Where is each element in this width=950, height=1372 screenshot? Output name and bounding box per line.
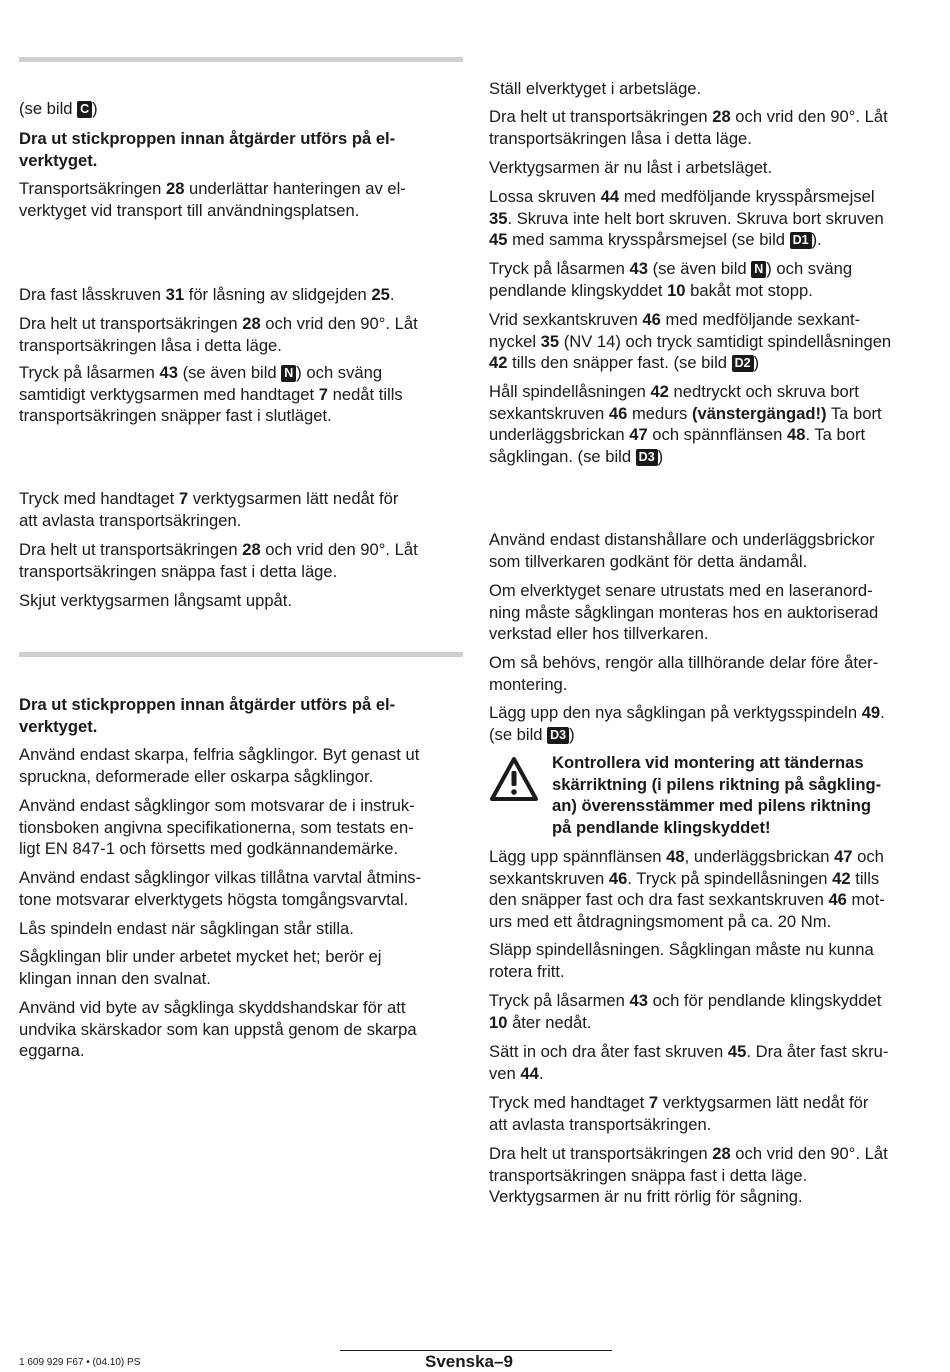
text-run: och vrid den 90°. Låt transportsäkringen snäppa fast i detta läge. Verktygsarmen är nu fritt rörlig för sågning. (489, 1144, 888, 1207)
reference-number: 28 (712, 107, 731, 126)
warning-triangle-icon (489, 756, 539, 802)
text-run: Dra helt ut transportsäkringen (19, 540, 243, 559)
right_column-paragraph (489, 186, 933, 251)
text-run: Tryck på låsarmen (489, 991, 630, 1010)
text-run: ) (753, 353, 760, 373)
text-run: . Tryck på spindellåsningen (627, 868, 833, 888)
right_column-paragraph (489, 1092, 933, 1135)
right_column-paragraph (489, 1143, 933, 1208)
text-run: Lägg upp spännflänsen (489, 847, 667, 866)
left_column-paragraph (19, 694, 463, 737)
reference-number: 45 (727, 1042, 747, 1061)
reference-number: (vänstergängad!) (691, 403, 827, 423)
right_column-paragraph (489, 652, 933, 695)
left_column-paragraph (19, 997, 463, 1062)
right_column-paragraph (489, 580, 933, 645)
right_column-paragraph (489, 381, 933, 467)
reference-number: 47 (629, 425, 648, 445)
text-run: Ställ elverktyget i arbetsläge. (489, 79, 702, 98)
reference-number: 35 (540, 331, 560, 351)
text-run: . (se bild (489, 703, 885, 744)
text-run: åter nedåt. (507, 1012, 592, 1032)
reference-number: 31 (165, 285, 185, 304)
text-run: ) och sväng samtidigt verktygsarmen med handtaget (19, 363, 383, 404)
text-run: ) och sväng pendlande klingskyddet (489, 259, 853, 300)
figure-ref-badge: D2 (732, 355, 754, 372)
right_column-paragraph (489, 258, 933, 301)
reference-number: 43 (159, 363, 178, 382)
text-run: Lås spindeln endast när sågklingan står stilla. (19, 919, 354, 938)
left_column-paragraph (19, 539, 463, 582)
reference-number: 46 (608, 868, 628, 888)
left_column-paragraph (19, 313, 463, 356)
text-run: ). (811, 230, 822, 250)
reference-number: 28 (242, 540, 261, 559)
reference-number: 7 (318, 384, 328, 404)
warning-text: Kontrollera vid montering att tändernas skärriktning (i pilens riktning på sågkling- an) överensstämmer med pilens riktning på pendlande klingskyddet! (552, 753, 882, 837)
text-run: (se bild (19, 99, 78, 118)
text-run: Tryck med handtaget (489, 1093, 649, 1112)
reference-number: 49 (861, 703, 881, 722)
left_column-paragraph (19, 744, 463, 787)
text-run: och sexkantskruven (489, 847, 884, 888)
text-run: Om elverktyget senare utrustats med en laseranord- ning måste sågklingan monteras hos en auktoriserad verkstad eller hos tillverkaren. (489, 581, 879, 644)
figure-ref-badge: N (281, 365, 296, 382)
text-run: Dra helt ut transportsäkringen (19, 314, 243, 333)
right_column-paragraph (489, 106, 933, 149)
text-run: (NV 14) och tryck samtidigt spindellåsningen (563, 331, 892, 351)
text-run: Tryck på låsarmen (19, 363, 160, 382)
reference-number: 28 (242, 314, 261, 333)
reference-number: 46 (828, 890, 847, 910)
footer-page-number: Svenska–9 (425, 1352, 513, 1371)
text-run: . Ta bort sågklingan. (se bild (489, 425, 866, 466)
text-run: Tryck på låsarmen (489, 259, 630, 278)
left_column-paragraph (19, 178, 463, 221)
left_column-paragraph (19, 128, 463, 171)
text-run: verktygsarmen lätt nedåt för att avlasta transportsäkringen. (19, 489, 399, 530)
text-run: Ta bort underläggsbrickan (489, 403, 882, 445)
text-run: ) (569, 724, 575, 744)
text-run: och vrid den 90°. Låt transportsäkringen snäppa fast i detta läge. (19, 540, 418, 581)
reference-number: 46 (608, 403, 628, 423)
text-run: bakåt mot stopp. (685, 280, 813, 300)
right_column-paragraph (489, 529, 933, 572)
text-run: , underläggsbrickan (684, 847, 835, 866)
text-run: och vrid den 90°. Låt transportsäkringen låsa i detta läge. (19, 314, 418, 355)
figure-ref-badge: D3 (547, 727, 569, 744)
text-run: tills den snäpper fast. (se bild (507, 353, 732, 373)
text-run: med medföljande krysspårsmejsel (623, 187, 875, 206)
text-run: för låsning av slidgejden (184, 285, 372, 304)
text-run: Använd endast distanshållare och underläggsbrickor som tillverkaren godkänt för detta ändamål. (489, 530, 875, 571)
left_column-paragraph (19, 795, 463, 860)
left_column-paragraph (19, 867, 463, 910)
reference-number: 7 (178, 489, 189, 508)
left_column-paragraph (19, 918, 463, 940)
reference-number: 43 (629, 991, 648, 1010)
reference-number: 25 (371, 285, 390, 304)
left_column-paragraph (19, 362, 463, 427)
right_column-paragraph (489, 78, 933, 100)
reference-number: 42 (489, 353, 508, 373)
text-run: nedåt tills transportsäkringen snäpper fast i slutläget. (19, 384, 403, 426)
text-run: (se även bild (647, 259, 752, 278)
text-run: nedtryckt och skruva bort sexkantskruven (489, 382, 859, 423)
text-run: (se även bild (177, 363, 282, 382)
reference-number: 7 (648, 1093, 659, 1112)
text-run: . Dra åter fast skru- ven (489, 1042, 889, 1083)
reference-number: 42 (650, 382, 669, 401)
text-run: och för pendlande klingskyddet (652, 991, 882, 1010)
right_column-paragraph (489, 1041, 933, 1084)
text-run: Släpp spindellåsningen. Sågklingan måste nu kunna rotera fritt. (489, 940, 874, 981)
text-run: Sätt in och dra åter fast skruven (489, 1042, 728, 1061)
text-run: Verktygsarmen är nu låst i arbetsläget. (489, 158, 773, 177)
figure-ref-badge: D3 (636, 449, 658, 466)
text-run: Lossa skruven (489, 187, 601, 206)
text-run: Tryck med handtaget (19, 489, 179, 508)
text-run: ) (92, 99, 98, 118)
left_column-paragraph (19, 488, 463, 531)
reference-number: 48 (787, 425, 806, 445)
text-run: Håll spindellåsningen (489, 382, 651, 401)
section-rule-middle (19, 652, 463, 657)
text-run: Använd endast skarpa, felfria sågklingor. Byt genast ut spruckna, deformerade eller oskarpa sågklingor. (19, 745, 420, 786)
text-run: . (389, 285, 395, 304)
text-run: med samma krysspårsmejsel (se bild (507, 230, 790, 250)
text-run: verktygsarmen lätt nedåt för att avlasta transportsäkringen. (489, 1093, 869, 1134)
text-run: mot- urs med ett åtdragningsmoment på ca. 20 Nm. (489, 890, 885, 931)
text-run: . (538, 1063, 544, 1083)
text-run: underlättar hanteringen av el- verktyget vid transport till användningsplatsen. (19, 179, 406, 220)
right_column-paragraph (489, 939, 933, 982)
text-run: Använd vid byte av sågklinga skyddshandskar för att undvika skärskador som kan uppstå genom de skarpa eggarna. (19, 998, 417, 1061)
reference-number: 42 (832, 868, 851, 888)
text-run: medurs (627, 403, 692, 423)
reference-number: 47 (834, 847, 853, 866)
reference-number: 10 (667, 280, 686, 300)
section-rule-top (19, 57, 463, 62)
text-run: Sågklingan blir under arbetet mycket het; berör ej klingan innan den svalnat. (19, 947, 382, 988)
text-run: och vrid den 90°. Låt transportsäkringen låsa i detta läge. (489, 107, 888, 148)
left_column-paragraph (19, 284, 463, 306)
figure-ref-badge: D1 (790, 232, 812, 249)
reference-number: 44 (600, 187, 620, 206)
text-run: Transportsäkringen (19, 179, 166, 198)
reference-number: 46 (642, 310, 661, 329)
text-run: ) (657, 446, 664, 466)
reference-number: 48 (666, 847, 685, 866)
text-run: tills den snäpper fast och dra fast sexkantskruven (489, 868, 880, 910)
text-run: Dra helt ut transportsäkringen (489, 107, 713, 126)
left_column-paragraph (19, 98, 463, 120)
reference-number: 43 (629, 259, 648, 278)
text-run: Dra ut stickproppen innan åtgärder utförs på el- verktyget. (19, 695, 396, 736)
text-run: Dra helt ut transportsäkringen (489, 1144, 713, 1163)
reference-number: 44 (520, 1063, 539, 1083)
text-run: och spännflänsen (647, 425, 787, 445)
figure-ref-badge: C (77, 101, 92, 118)
figure-ref-badge: N (751, 261, 766, 278)
reference-number: 35 (489, 208, 508, 228)
text-run: Skjut verktygsarmen långsamt uppåt. (19, 591, 293, 610)
text-run: Lägg upp den nya sågklingan på verktygsspindeln (489, 703, 862, 722)
right_column-paragraph (489, 990, 933, 1033)
right_column-paragraph (489, 157, 933, 179)
right_column-paragraph (489, 309, 933, 374)
text-run: Använd endast sågklingor som motsvarar de i instruk- tionsboken angivna specifikationerna, som testats en- ligt EN 847-1 och försetts med godkännandemärke. (19, 796, 415, 859)
reference-number: 28 (165, 179, 185, 198)
text-run: Dra fast låsskruven (19, 285, 166, 304)
right_column-paragraph (489, 702, 933, 745)
text-run: Använd endast sågklingor vilkas tillåtna varvtal åtmins- tone motsvarar elverktygets högsta tomgångsvarvtal. (19, 868, 422, 909)
right_column-paragraph (489, 846, 933, 932)
text-run: med medföljande sexkant- nyckel (489, 310, 861, 351)
reference-number: 45 (489, 230, 508, 250)
reference-number: 10 (489, 1012, 508, 1032)
left_column-paragraph (19, 590, 463, 612)
text-run: . Skruva inte helt bort skruven. Skruva bort skruven (507, 208, 884, 228)
footer-code: 1 609 929 F67 • (04.10) PS (19, 1357, 141, 1368)
text-run: Om så behövs, rengör alla tillhörande delar före åter- montering. (489, 653, 879, 694)
text-run: Vrid sexkantskruven (489, 310, 643, 329)
reference-number: 28 (712, 1144, 731, 1163)
text-run: Dra ut stickproppen innan åtgärder utförs på el- verktyget. (19, 129, 396, 170)
footer-rule (340, 1350, 612, 1351)
left_column-paragraph (19, 946, 463, 989)
